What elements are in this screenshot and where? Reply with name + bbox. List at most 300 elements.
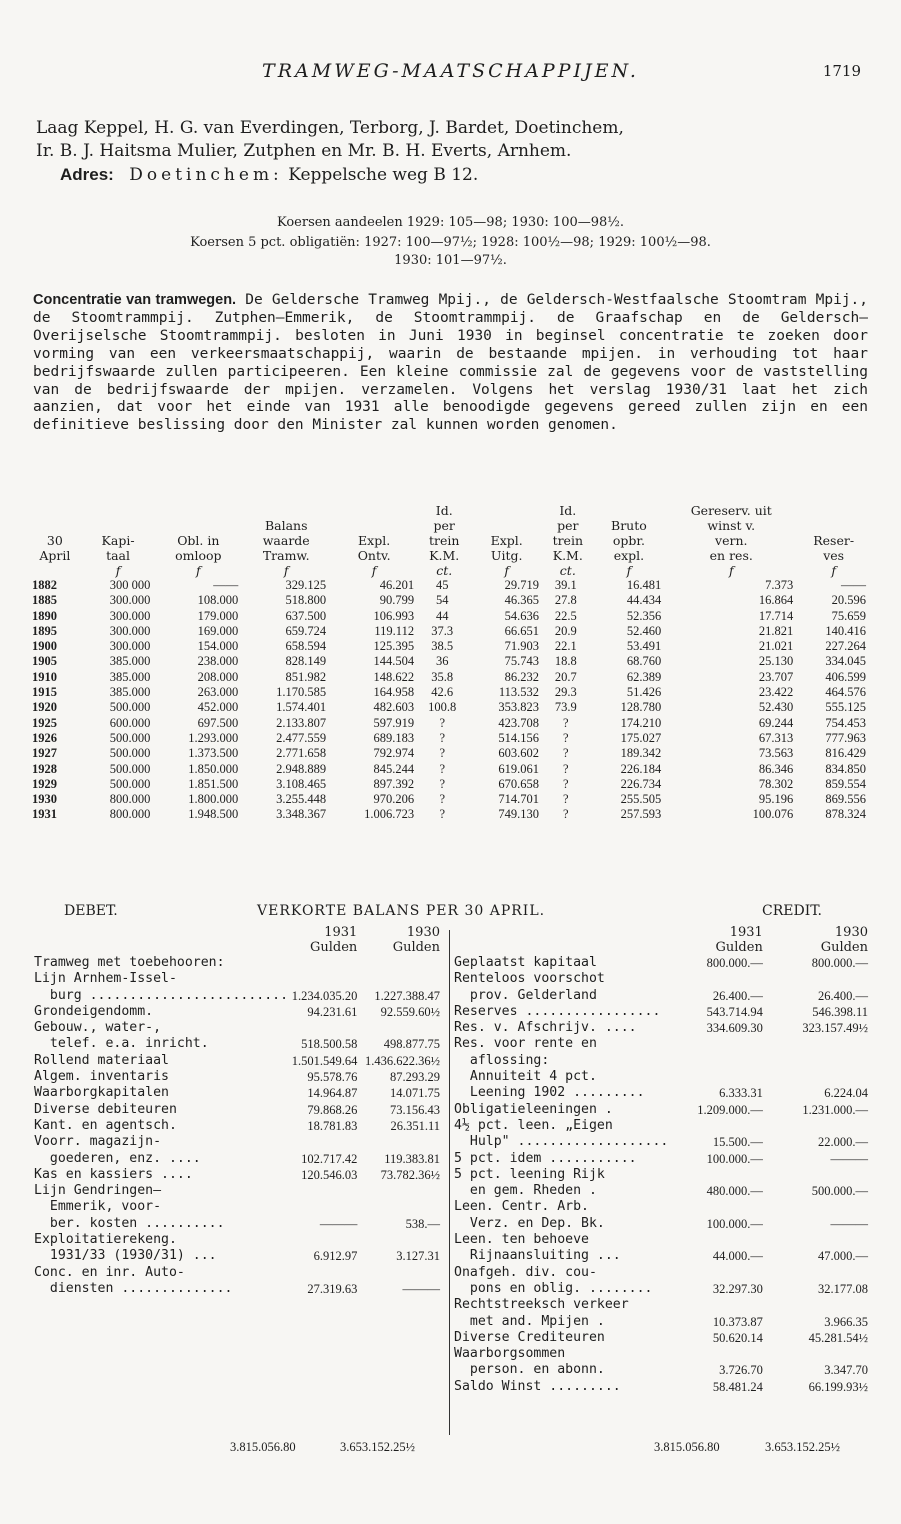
stats-header-cell — [28, 518, 82, 533]
stats-value-cell: 62.389 — [626, 669, 662, 684]
stats-header-cell: Uitg. — [490, 548, 523, 563]
stats-header-cell — [28, 503, 82, 518]
debet-row — [34, 1167, 444, 1183]
stats-value-cell: 555.125 — [825, 700, 866, 715]
debet-row — [34, 1265, 444, 1281]
credit-amount — [668, 1036, 766, 1052]
stats-header-cell: omloop — [175, 548, 222, 563]
stats-row — [28, 624, 870, 639]
stats-header-cell: vern. — [715, 533, 748, 548]
debet-amount: 1.436.622.36½ — [365, 1053, 440, 1068]
stats-value-cell: —— — [841, 578, 866, 592]
credit-amount — [668, 1069, 766, 1085]
stats-value-cell: 845.244 — [373, 761, 415, 776]
stats-value-cell: 23.422 — [758, 685, 794, 700]
stats-value-cell: 51.426 — [626, 685, 662, 700]
debet-amount: 119.383.81 — [384, 1151, 440, 1166]
credit-amount — [668, 1167, 766, 1183]
stats-header-cell: ves — [823, 548, 845, 563]
credit-amount — [767, 971, 872, 987]
stats-value-cell: 2.133.807 — [276, 715, 327, 730]
stats-value-cell: 300.000 — [109, 639, 151, 654]
debet-amount — [361, 1134, 444, 1150]
credit-amount — [767, 1232, 872, 1248]
credit-row — [454, 1069, 872, 1085]
credit-amount — [767, 1053, 872, 1069]
debet-row — [34, 971, 444, 987]
intro-line-1: Laag Keppel, H. G. van Everdingen, Terborg, J. Bardet, Doetinchem, — [36, 118, 624, 138]
stats-row — [28, 685, 870, 700]
stats-value-cell: 42.6 — [431, 685, 454, 700]
stats-value-cell: 174.210 — [620, 715, 662, 730]
credit-row — [454, 1134, 872, 1150]
page-header — [0, 60, 901, 90]
stats-value-cell: 970.206 — [373, 792, 415, 807]
credit-amount — [668, 1118, 766, 1134]
debet-row — [34, 1102, 444, 1118]
debet-label: goederen, enz. .... — [34, 1150, 201, 1166]
stats-value-cell: 52.430 — [758, 700, 794, 715]
stats-header-cell: Kapi- — [101, 533, 135, 548]
credit-amount — [767, 1297, 872, 1313]
debet-row — [34, 1004, 444, 1020]
credit-amount: ——— — [830, 1151, 868, 1166]
credit-label: CREDIT. — [762, 903, 822, 919]
stats-value-cell: 46.201 — [379, 578, 415, 592]
credit-label: Rijnaansluiting ... — [454, 1248, 621, 1264]
credit-row — [454, 1330, 872, 1346]
stats-header-cell: f — [371, 563, 377, 578]
stats-value-cell: 16.864 — [758, 593, 794, 608]
stats-value-cell: 21.021 — [758, 639, 794, 654]
credit-amount: ——— — [830, 1216, 868, 1231]
stats-header-cell: Ontv. — [357, 548, 391, 563]
stats-header-cell — [154, 518, 242, 533]
address-label: Adres: — [60, 165, 114, 184]
debet-label: Exploitatierekeng. — [34, 1232, 177, 1248]
stats-value-cell: 44.434 — [626, 593, 662, 608]
stats-value-cell: 500.000 — [109, 746, 151, 761]
stats-header-cell — [470, 503, 543, 518]
stats-value-cell: 69.244 — [758, 715, 794, 730]
credit-row — [454, 1379, 872, 1395]
credit-row — [454, 1004, 872, 1020]
debet-row — [34, 1216, 444, 1232]
stats-header-cell: expl. — [613, 548, 645, 563]
debet-label: Emmerik, voor- — [34, 1199, 162, 1215]
stats-value-cell: 482.603 — [373, 700, 415, 715]
stats-value-cell: ? — [439, 807, 445, 822]
credit-label: Verz. en Dep. Bk. — [454, 1215, 605, 1231]
credit-row — [454, 1297, 872, 1313]
stats-value-cell: 300.000 — [109, 623, 151, 638]
stats-value-cell: 500.000 — [109, 700, 151, 715]
stats-value-cell: 208.000 — [197, 669, 239, 684]
stats-value-cell: 658.594 — [285, 639, 327, 654]
stats-value-cell: ? — [439, 746, 445, 761]
stats-value-cell: 164.958 — [373, 685, 415, 700]
stats-value-cell: —— — [213, 578, 239, 592]
debet-row — [34, 1069, 444, 1085]
debet-unit-1931: Gulden — [310, 940, 358, 955]
debet-amount: 518.500.58 — [301, 1037, 358, 1052]
credit-row — [454, 1167, 872, 1183]
stats-header-cell: taal — [106, 548, 130, 563]
stats-year-cell: 1920 — [32, 700, 57, 715]
stats-value-cell: 1.170.585 — [276, 685, 327, 700]
credit-amount — [668, 1053, 766, 1069]
debet-amount: 6.912.97 — [313, 1249, 358, 1264]
credit-label: Hulp" ................... — [454, 1134, 669, 1150]
stats-row — [28, 670, 870, 685]
stats-header-cell — [330, 518, 418, 533]
credit-label: 5 pct. idem ........... — [454, 1150, 637, 1166]
statistics-table — [28, 503, 870, 823]
stats-value-cell: 514.156 — [498, 730, 540, 745]
credit-label: Onafgeh. div. cou- — [454, 1264, 597, 1280]
stats-year-cell: 1930 — [32, 792, 57, 807]
credit-row — [454, 1053, 872, 1069]
debet-amount — [288, 1134, 361, 1150]
credit-amount — [668, 1199, 766, 1215]
credit-amount: 480.000.— — [706, 1184, 763, 1199]
stats-value-cell: 44 — [435, 608, 449, 623]
stats-value-cell: 749.130 — [498, 807, 540, 822]
debet-amount: 73.156.43 — [390, 1102, 440, 1117]
debet-label: diensten .............. — [34, 1280, 233, 1296]
credit-row — [454, 1281, 872, 1297]
stats-header-cell: April — [39, 548, 71, 563]
stats-value-cell: 859.554 — [825, 776, 866, 791]
debet-amount — [361, 1199, 444, 1215]
debet-label: Kant. en agentsch. — [34, 1117, 177, 1133]
credit-row — [454, 1314, 872, 1330]
debet-label: Rollend materiaal — [34, 1052, 169, 1068]
concentratie-heading: Concentratie van tramwegen. — [33, 292, 237, 308]
stats-header-cell: Gereserv. uit — [690, 503, 772, 518]
debet-amount — [288, 1199, 361, 1215]
debet-label: Lijn Gendringen— — [34, 1183, 162, 1199]
stats-value-cell: 792.974 — [373, 746, 415, 761]
balance-title: VERKORTE BALANS PER 30 APRIL. — [257, 903, 546, 919]
stats-value-cell: 29.3 — [554, 685, 577, 700]
debet-label: Waarborgkapitalen — [34, 1085, 169, 1101]
stats-value-cell: 878.324 — [825, 807, 866, 822]
stats-header-cell — [797, 518, 870, 533]
stats-value-cell: 22.1 — [554, 639, 577, 654]
stats-value-cell: 828.149 — [285, 654, 327, 669]
stats-header-cell: Obl. in — [177, 533, 220, 548]
debet-amount — [361, 955, 444, 971]
credit-row — [454, 1102, 872, 1118]
stats-value-cell: 86.232 — [504, 669, 540, 684]
credit-amount: 800.000.— — [811, 956, 868, 970]
stats-row — [28, 609, 870, 624]
stats-header-cell — [242, 503, 330, 518]
stats-value-cell: 54.636 — [504, 608, 540, 623]
debet-label: burg ......................... — [34, 987, 289, 1003]
stats-value-cell: 329.125 — [285, 578, 327, 592]
debet-amount: 1.501.549.64 — [291, 1053, 358, 1068]
credit-amount — [767, 1265, 872, 1281]
stats-value-cell: 100.076 — [752, 807, 794, 822]
stats-value-cell: ? — [563, 807, 569, 822]
stats-value-cell: 226.734 — [620, 776, 662, 791]
stats-value-cell: 637.500 — [285, 608, 327, 623]
debet-amount: ——— — [402, 1281, 440, 1296]
debet-amount — [288, 1020, 361, 1036]
debet-amount: 102.717.42 — [301, 1151, 358, 1166]
stats-header-cell: ct. — [436, 563, 453, 578]
debet-label: Algem. inventaris — [34, 1069, 169, 1085]
credit-amount: 6.333.31 — [719, 1086, 763, 1101]
stats-header-cell: K.M. — [429, 548, 460, 563]
stats-value-cell: 169.000 — [197, 623, 239, 638]
stats-value-cell: 227.264 — [825, 639, 866, 654]
stats-value-cell: 53.491 — [626, 639, 662, 654]
debet-amount: 87.293.29 — [390, 1070, 440, 1085]
credit-label: Renteloos voorschot — [454, 971, 605, 987]
debet-label: Lijn Arnhem-Issel- — [34, 971, 177, 987]
debet-total-1930: 3.653.152.25½ — [340, 1440, 415, 1454]
stats-value-cell: 1.293.000 — [188, 730, 239, 745]
stats-value-cell: 406.599 — [825, 669, 866, 684]
stats-row — [28, 807, 870, 822]
stats-value-cell: 619.061 — [498, 761, 540, 776]
stats-value-cell: 73.563 — [758, 746, 794, 761]
stats-value-cell: 71.903 — [504, 639, 540, 654]
credit-label: Annuiteit 4 pct. — [454, 1069, 597, 1085]
stats-value-cell: 518.800 — [285, 593, 327, 608]
credit-amount: 3.726.70 — [719, 1363, 763, 1378]
credit-amount: 546.398.11 — [812, 1004, 868, 1019]
credit-label: Saldo Winst ......... — [454, 1378, 621, 1394]
stats-value-cell: ? — [563, 792, 569, 807]
debet-amount — [361, 1183, 444, 1199]
debet-row — [34, 1151, 444, 1167]
stats-value-cell: 697.500 — [197, 715, 239, 730]
debet-amount — [288, 1183, 361, 1199]
stats-header-cell: Balans — [264, 518, 308, 533]
stats-value-cell: 834.850 — [825, 761, 866, 776]
credit-row — [454, 971, 872, 987]
stats-header-row — [28, 503, 870, 518]
stats-value-cell: 119.112 — [374, 623, 415, 638]
credit-label: Leen. Centr. Arb. — [454, 1199, 589, 1215]
stats-value-cell: ? — [439, 776, 445, 791]
stats-value-cell: 67.313 — [758, 730, 794, 745]
credit-label: 5 pct. leening Rijk — [454, 1166, 605, 1182]
stats-value-cell: 597.919 — [373, 715, 415, 730]
credit-amount: 334.609.30 — [706, 1021, 763, 1036]
stats-row — [28, 578, 870, 593]
credit-amount: 6.224.04 — [824, 1086, 868, 1101]
stats-value-cell: 851.982 — [285, 669, 327, 684]
credit-amount: 50.620.14 — [712, 1330, 763, 1345]
credit-amount: 1.209.000.— — [697, 1102, 763, 1117]
stats-value-cell: 3.108.465 — [276, 776, 327, 791]
credit-label: person. en abonn. — [454, 1362, 605, 1378]
stats-value-cell: 800.000 — [109, 792, 151, 807]
stats-value-cell: 1.850.000 — [188, 761, 239, 776]
debet-row — [34, 1199, 444, 1215]
stats-value-cell: 45 — [435, 578, 449, 592]
stats-value-cell: 800.000 — [109, 807, 151, 822]
stats-header-row — [28, 533, 870, 548]
stats-row — [28, 716, 870, 731]
credit-unit-1931: Gulden — [715, 940, 763, 955]
debet-amount: 79.868.26 — [307, 1102, 358, 1117]
debet-row — [34, 988, 444, 1004]
stats-header-cell: Expl. — [490, 533, 523, 548]
stats-row — [28, 731, 870, 746]
credit-row — [454, 1085, 872, 1101]
stats-value-cell: 154.000 — [197, 639, 239, 654]
stats-value-cell: 54 — [435, 593, 449, 608]
stats-value-cell: ? — [439, 761, 445, 776]
credit-amount: 66.199.93½ — [808, 1379, 868, 1394]
debet-total-1931: 3.815.056.80 — [230, 1440, 296, 1454]
stats-value-cell: 2.771.658 — [276, 746, 327, 761]
stats-value-cell: 816.429 — [825, 746, 866, 761]
stats-year-cell: 1925 — [32, 715, 57, 730]
stats-value-cell: 20.596 — [831, 593, 866, 608]
debet-label: Gebouw., water-, — [34, 1020, 162, 1036]
credit-label: en gem. Rheden . — [454, 1183, 597, 1199]
debet-label: Tramweg met toebehooren: — [34, 955, 225, 970]
stats-year-cell: 1905 — [32, 654, 57, 669]
stats-header-row — [28, 563, 870, 578]
stats-value-cell: 73.9 — [554, 700, 577, 715]
stats-row — [28, 792, 870, 807]
stats-row — [28, 639, 870, 654]
stats-value-cell: 257.593 — [620, 807, 662, 822]
stats-value-cell: 3.348.367 — [276, 807, 327, 822]
balance-heading — [0, 903, 901, 923]
stats-row — [28, 654, 870, 669]
stats-year-cell: 1926 — [32, 730, 57, 745]
stats-value-cell: 23.707 — [758, 669, 794, 684]
stats-value-cell: 659.724 — [285, 623, 327, 638]
debet-amount: ——— — [319, 1216, 358, 1231]
debet-amount — [288, 1232, 361, 1248]
stats-value-cell: 500.000 — [109, 730, 151, 745]
stats-value-cell: 189.342 — [620, 746, 662, 761]
credit-amount: 47.000.— — [818, 1249, 868, 1264]
debet-label: Grondeigendomm. — [34, 1003, 154, 1019]
stats-value-cell: 20.7 — [554, 669, 577, 684]
stats-value-cell: 300 000 — [109, 578, 151, 592]
stats-value-cell: 1.006.723 — [364, 807, 415, 822]
stats-value-cell: 464.576 — [825, 685, 866, 700]
debet-label: Conc. en inr. Auto- — [34, 1264, 185, 1280]
stats-value-cell: 39.1 — [554, 578, 577, 592]
debet-amount: 95.578.76 — [307, 1070, 358, 1085]
debet-amount: 14.071.75 — [390, 1086, 440, 1101]
stats-value-cell: 35.8 — [431, 669, 454, 684]
stats-year-cell: 1931 — [32, 807, 57, 822]
stats-value-cell: 148.622 — [373, 669, 415, 684]
credit-label: Reserves ................. — [454, 1003, 661, 1019]
stats-value-cell: 754.453 — [825, 715, 866, 730]
debet-row — [34, 1248, 444, 1264]
credit-amount: 15.500.— — [712, 1135, 763, 1150]
debet-amount: 14.964.87 — [307, 1086, 358, 1101]
stats-header-cell: Tramw. — [262, 548, 310, 563]
credit-label: Res. v. Afschrijv. .... — [454, 1020, 637, 1036]
credit-amount: 800.000.— — [706, 956, 763, 970]
stats-header-row — [28, 548, 870, 563]
credit-amount: 26.400.— — [712, 988, 763, 1003]
debet-unit-1930: Gulden — [392, 940, 440, 955]
stats-header-cell: opbr. — [612, 533, 645, 548]
credit-label: prov. Gelderland — [454, 987, 597, 1003]
stats-header-cell — [82, 518, 155, 533]
stats-value-cell: ? — [563, 730, 569, 745]
credit-row — [454, 1183, 872, 1199]
address-city: Doetinchem: — [129, 165, 283, 185]
stats-header-cell — [593, 503, 666, 518]
stats-value-cell: 95.196 — [758, 792, 794, 807]
debet-amount: 1.234.035.20 — [291, 988, 358, 1003]
stats-value-cell: 600.000 — [109, 715, 151, 730]
stats-value-cell: 334.045 — [825, 654, 866, 669]
debet-label: ber. kosten .......... — [34, 1215, 225, 1231]
debet-row — [34, 1085, 444, 1101]
stats-header-cell: Id. — [559, 503, 577, 518]
stats-value-cell: 52.460 — [626, 623, 662, 638]
stats-row — [28, 700, 870, 715]
stats-value-cell: ? — [439, 792, 445, 807]
stats-value-cell: 78.302 — [758, 776, 794, 791]
stats-value-cell: ? — [563, 761, 569, 776]
stats-header-cell — [28, 563, 82, 578]
credit-amount — [668, 1297, 766, 1313]
debet-amount: 94.231.61 — [307, 1004, 358, 1019]
credit-year-1930: 1930 — [834, 925, 868, 940]
credit-row — [454, 1346, 872, 1362]
debet-unit-row — [34, 940, 444, 955]
stats-value-cell: 423.708 — [498, 715, 540, 730]
stats-value-cell: ? — [439, 715, 445, 730]
credit-amount: 32.297.30 — [712, 1281, 763, 1296]
debet-amount: 1.227.388.47 — [374, 988, 440, 1003]
stats-value-cell: 106.993 — [373, 608, 415, 623]
stats-value-cell: 36 — [435, 654, 449, 669]
stats-row — [28, 593, 870, 608]
stats-value-cell: 75.659 — [831, 608, 866, 623]
stats-value-cell: 897.392 — [373, 776, 415, 791]
stats-value-cell: 38.5 — [431, 639, 454, 654]
credit-row — [454, 1151, 872, 1167]
credit-amount: 32.177.08 — [818, 1281, 868, 1296]
stats-header-cell — [470, 518, 543, 533]
credit-label: Leen. ten behoeve — [454, 1232, 589, 1248]
stats-value-cell: 128.780 — [620, 700, 662, 715]
stats-header-cell: Id. — [435, 503, 453, 518]
credit-year-1931: 1931 — [729, 925, 763, 940]
stats-header-cell: en res. — [709, 548, 753, 563]
credit-unit-row — [454, 940, 872, 955]
stats-value-cell: 385.000 — [109, 669, 151, 684]
credit-label: Rechtstreeksch verkeer — [454, 1297, 629, 1313]
stats-value-cell: 90.799 — [379, 593, 415, 608]
credit-amount: 1.231.000.— — [802, 1102, 868, 1117]
stats-value-cell: 125.395 — [373, 639, 415, 654]
debet-amount — [361, 1020, 444, 1036]
stats-value-cell: 1.800.000 — [188, 792, 239, 807]
stats-value-cell: 16.481 — [626, 578, 662, 592]
